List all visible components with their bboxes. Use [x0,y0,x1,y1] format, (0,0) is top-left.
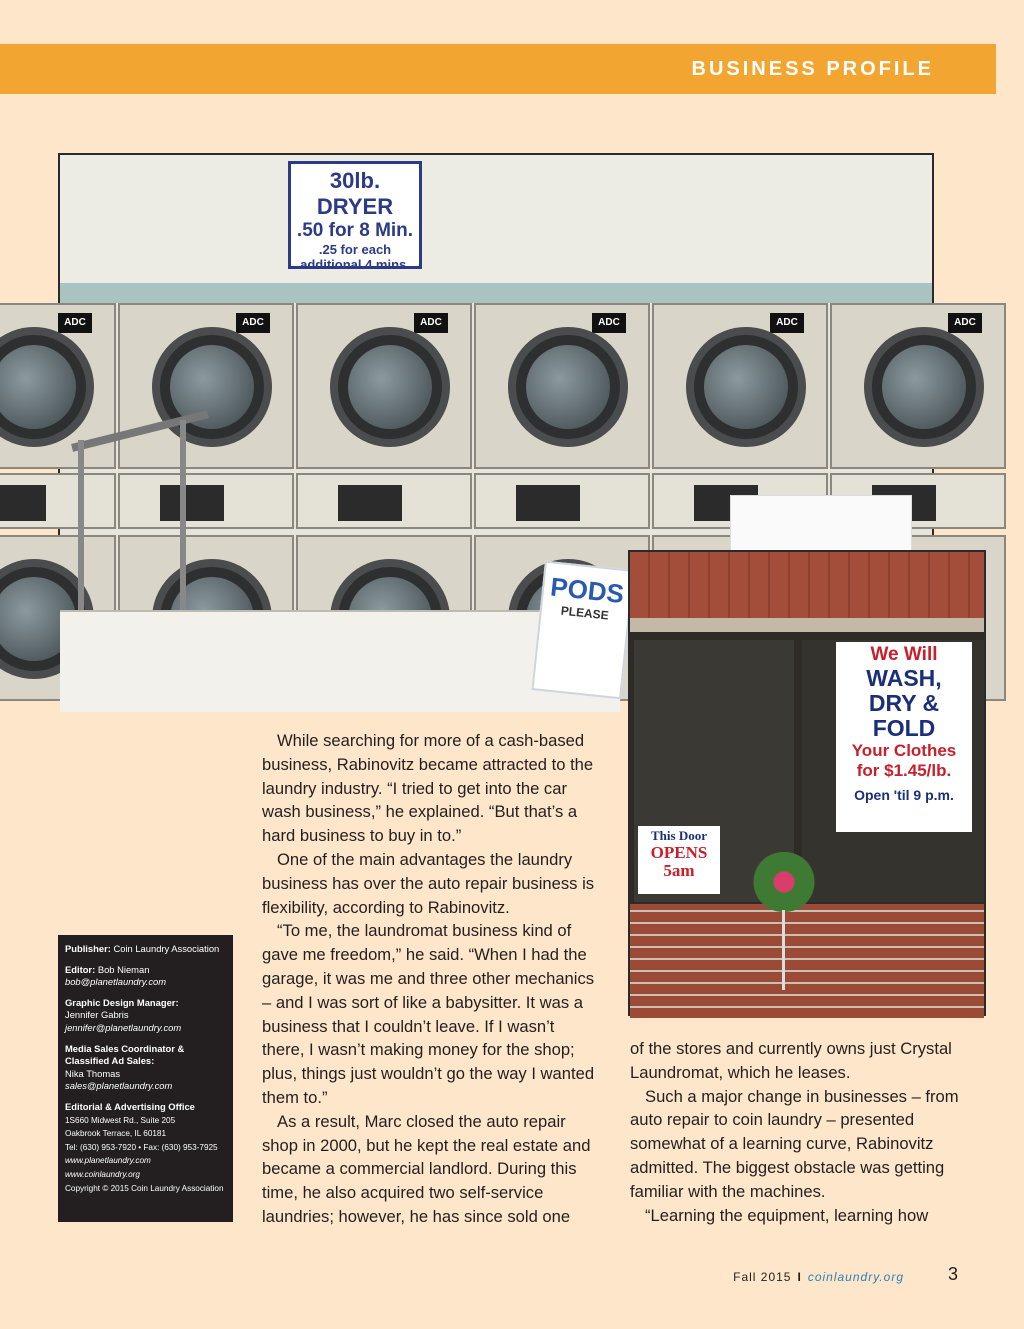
wdf-line1: We Will [870,644,938,665]
dryer-unit [474,303,650,469]
dryer-brand-badge: ADC [236,313,270,333]
photo-wall-trim [60,283,932,303]
dryer-sign-line2: .50 for 8 Min. [296,220,414,241]
dryer-door [0,327,94,447]
pods-sign [531,561,634,700]
coin-panel [474,473,650,529]
pods-please: PLEASE [560,603,610,623]
article-paragraph: Such a major change in businesses – from auto repair to coin laundry – presented somewhat of a learning curve, Rabinovitz admitted. The biggest obstacle was getting familiar with the machines. [630,1086,959,1201]
website-planetlaundry[interactable]: www.planetlaundry.com [65,1156,151,1166]
masthead-publisher [65,943,227,956]
cart-rail-post [78,440,84,615]
pods-brand: PODS [548,571,626,609]
dryer-door [508,327,628,447]
photo-wall [60,155,932,285]
wdf-line3: DRY & [868,690,940,716]
dryer-door [686,327,806,447]
footer-site-link[interactable]: coinlaundry.org [807,1270,904,1284]
wash-dry-fold-sign [836,642,972,832]
dryer-brand-badge: ADC [948,313,982,333]
publisher-label: Publisher: [65,943,111,954]
door-sign-line2: OPENS [650,843,708,862]
issue-label: Fall 2015 [733,1270,792,1284]
masthead-media [65,1043,227,1093]
dryer-control-row [0,473,812,529]
brick-wall [630,904,984,1018]
dryer-door [864,327,984,447]
dryer-unit [118,303,294,469]
article-column-right [630,1037,968,1227]
masthead-design [65,997,227,1035]
article-paragraph: As a result, Marc closed the auto repair shop in 2000, but he kept the real estate and became a commercial landlord. During this time, he also acquired two self-service laundries; however, he has since sold one [262,1111,591,1226]
media-name: Nika Thomas [65,1067,121,1079]
masthead-editor [65,964,227,989]
copyright-notice: Copyright © 2015 Coin Laundry Association [65,1183,224,1193]
dryer-unit [296,303,472,469]
media-email[interactable]: sales@planetlaundry.com [65,1080,173,1092]
dryer-brand-badge: ADC [592,313,626,333]
wdf-line2: WASH, [866,665,942,691]
coin-panel [0,473,116,529]
section-header-bar [0,44,996,94]
media-label: Media Sales Coordinator & Classified Ad Sales: [65,1042,185,1067]
office-address2: Oakbrook Terrace, IL 60181 [65,1129,167,1139]
dryer-door [152,327,272,447]
footer-separator: I [797,1270,802,1284]
design-label: Graphic Design Manager: [65,996,179,1008]
article-paragraph: “Learning the equipment, learning how [645,1205,929,1225]
office-phone: Tel: (630) 953-7920 • Fax: (630) 953-7925 [65,1142,218,1152]
dryer-brand-badge: ADC [770,313,804,333]
door-sign-line1: This Door [651,828,707,843]
coin-panel [118,473,294,529]
dryer-brand-badge: ADC [58,313,92,333]
article-paragraph: One of the main advantages the laundry business has over the auto repair business is flexibility, according to Rabinovitz. [262,849,595,917]
storefront-photo [628,550,986,1016]
coin-panel [296,473,472,529]
wdf-line5: Your Clothes [851,741,957,760]
section-title: BUSINESS PROFILE [691,58,934,80]
wdf-line7: Open 'til 9 p.m. [854,787,954,803]
flower-stand [782,910,785,990]
dryer-sign-line1: 30lb. DRYER [316,168,394,219]
dryer-unit [652,303,828,469]
article-paragraph: of the stores and currently owns just Crystal Laundromat, which he leases. [630,1039,952,1082]
editor-label: Editor: [65,963,96,975]
dryer-unit [830,303,1006,469]
upper-dryer-row [0,303,976,469]
flower-basket [752,852,816,912]
wdf-line6: for $1.45/lb. [856,761,952,780]
article-paragraph: “To me, the laundromat business kind of gave me freedom,” he said. “When I had the garage, it was me and three other mechanics – and I was sort of like a babysitter. It was a business that I couldn’t leave. If I wasn’t there, I wasn’t making money for the shop; plus, things just wouldn’t go the way I wanted them to.” [262,921,595,1107]
article-column-left [262,729,598,1229]
cart-rail-post [180,420,186,615]
publisher-name: Coin Laundry Association [113,943,220,954]
design-email[interactable]: jennifer@planetlaundry.com [65,1021,182,1033]
website-coinlaundry[interactable]: www.coinlaundry.org [65,1169,140,1179]
page-number: 3 [948,1264,959,1284]
masthead-office [65,1101,227,1195]
door-sign-line3: 5am [663,861,695,880]
office-address1: 1S660 Midwest Rd., Suite 205 [65,1115,176,1125]
dryer-sign-line4: additional 4 mins. [300,257,410,272]
design-name: Jennifer Gabris [65,1009,129,1021]
dryer-sign-line3: .25 for each [318,242,392,257]
wdf-line4: FOLD [872,715,936,741]
storefront-roof [630,552,984,618]
editor-name: Bob Nieman [97,963,150,975]
dryer-price-sign [288,161,422,272]
masthead-box [58,935,233,1222]
office-label: Editorial & Advertising Office [65,1100,195,1112]
article-paragraph: While searching for more of a cash-based business, Rabinovitz became attracted to the laundry industry. “I tried to get into the car wash business,” he explained. “But that’s a hard business to buy in to.” [262,731,594,846]
door-hours-sign [638,826,720,894]
dryer-door [330,327,450,447]
dryer-brand-badge: ADC [414,313,448,333]
storefront-awning [630,618,984,632]
page-footer [733,1270,904,1284]
editor-email[interactable]: bob@planetlaundry.com [65,976,167,988]
